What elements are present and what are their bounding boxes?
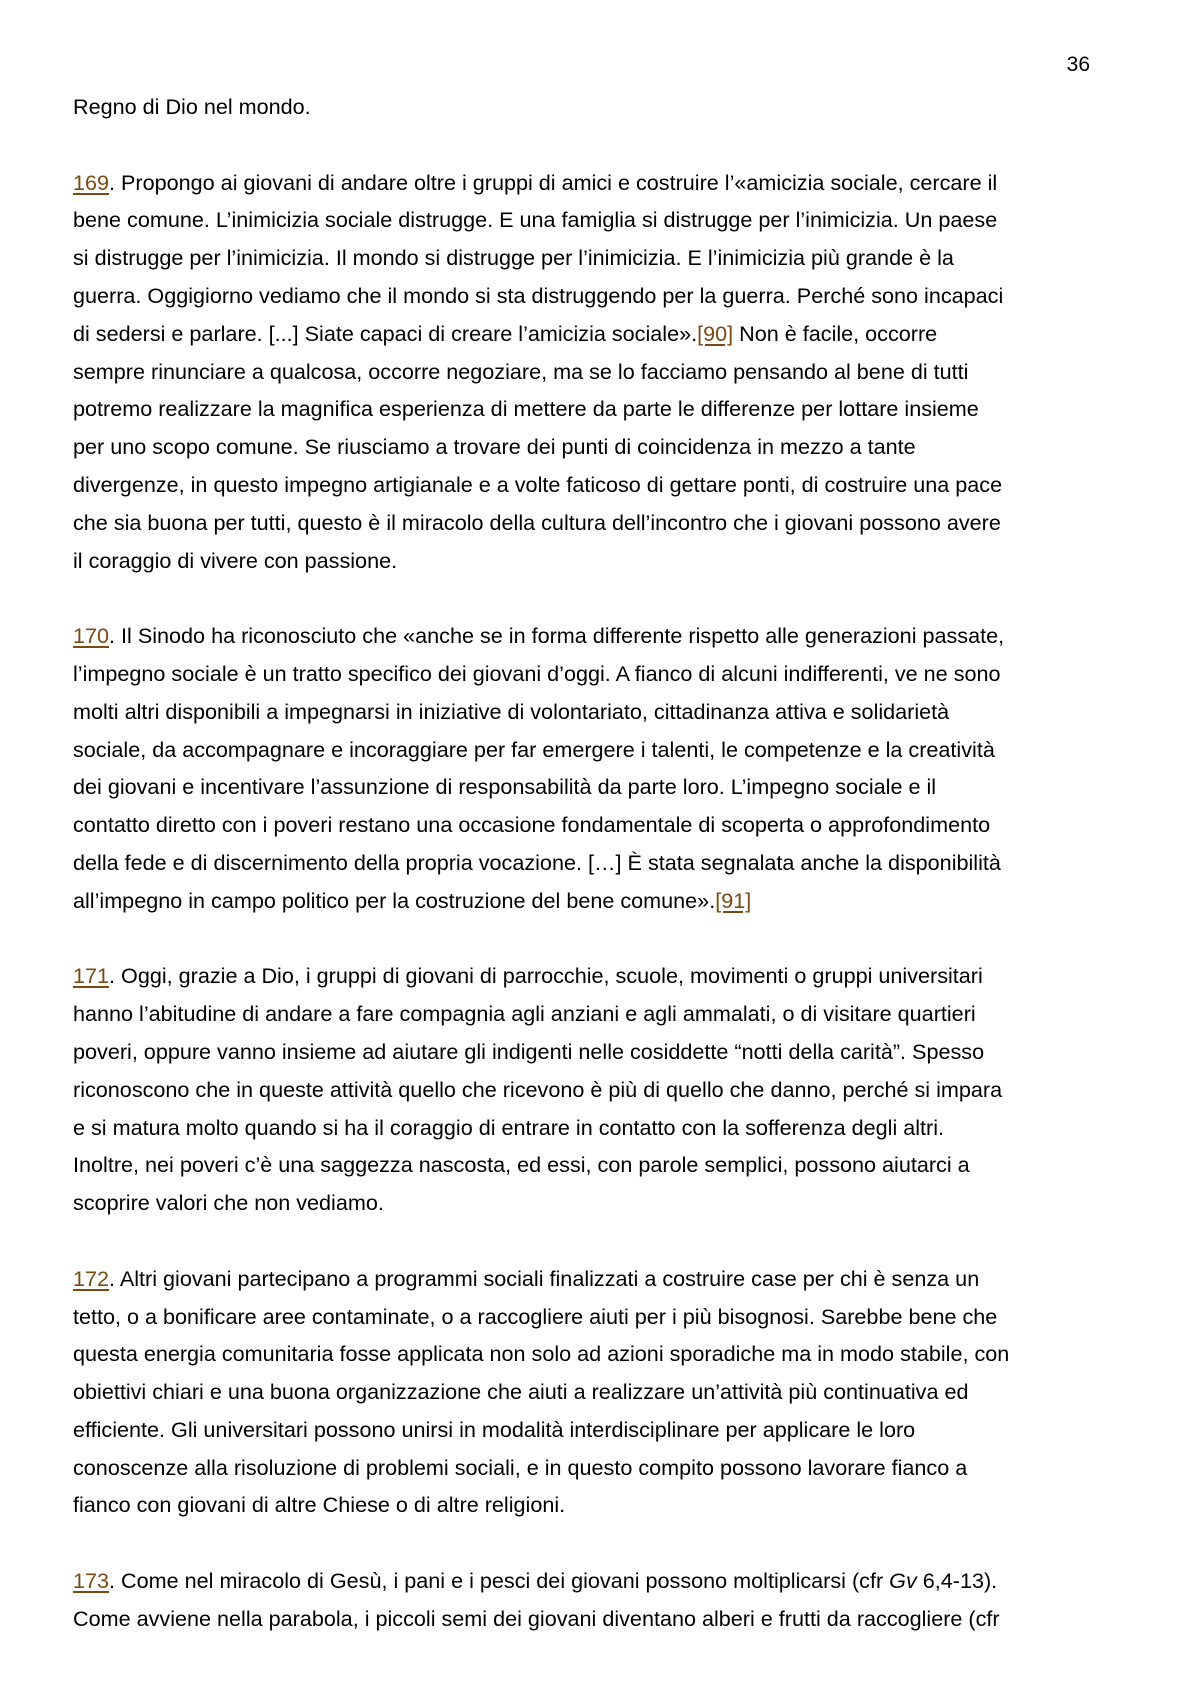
text-line: sempre rinunciare a qualcosa, occorre negoziare, ma se lo facciamo pensando al bene di tutti bbox=[73, 358, 969, 384]
paragraph-gap bbox=[73, 1222, 1133, 1260]
text-line: obiettivi chiari e una buona organizzazione che aiuti a realizzare un’attività più continuativa ed bbox=[73, 1379, 969, 1405]
text-line: riconoscono che in queste attività quello che ricevono è più di quello che danno, perché si impara bbox=[73, 1076, 1003, 1102]
paragraph-169 bbox=[73, 164, 1133, 580]
text-line: per uno scopo comune. Se riusciamo a trovare dei punti di coincidenza in mezzo a tante bbox=[73, 434, 916, 460]
text-line: tetto, o a bonificare aree contaminate, o a raccogliere aiuti per i più bisognosi. Sarebbe bene che bbox=[73, 1303, 998, 1329]
text-line: conoscenze alla risoluzione di problemi sociali, e in questo compito possono lavorare fianco a bbox=[73, 1454, 968, 1480]
text-span: . Altri giovani partecipano a programmi sociali finalizzati a costruire case per chi è senza un bbox=[109, 1265, 980, 1291]
text-line: della fede e di discernimento della propria vocazione. […] È stata segnalata anche la disponibilità bbox=[73, 849, 1001, 875]
text-line: scoprire valori che non vediamo. bbox=[73, 1190, 384, 1216]
paragraph-171 bbox=[73, 957, 1133, 1222]
text-span: . Il Sinodo ha riconosciuto che «anche se in forma differente rispetto alle generazioni passate, bbox=[109, 623, 1005, 649]
paragraph-number-link-172[interactable]: 172 bbox=[73, 1265, 110, 1291]
text-line: Come avviene nella parabola, i piccoli semi dei giovani diventano alberi e frutti da raccogliere (cfr bbox=[73, 1605, 1000, 1631]
footnote-link-91[interactable]: [91] bbox=[715, 887, 752, 913]
text-line: e si matura molto quando si ha il coraggio di entrare in contatto con la sofferenza degli altri. bbox=[73, 1114, 945, 1140]
paragraph-gap bbox=[73, 126, 1133, 164]
text-line: questa energia comunitaria fosse applicata non solo ad azioni sporadiche ma in modo stabile, con bbox=[73, 1341, 1010, 1367]
paragraph-173 bbox=[73, 1562, 1133, 1638]
text-line: l’impegno sociale è un tratto specifico dei giovani d’oggi. A fianco di alcuni indifferenti, ve ne sono bbox=[73, 660, 1001, 686]
text-line bbox=[73, 1562, 1133, 1600]
text-span: all’impegno in campo politico per la costruzione del bene comune». bbox=[73, 887, 716, 913]
paragraph-number-link-169[interactable]: 169 bbox=[73, 169, 110, 195]
paragraph-number-link-170[interactable]: 170 bbox=[73, 623, 110, 649]
paragraph-number-link-173[interactable]: 173 bbox=[73, 1568, 110, 1594]
text-line: divergenze, in questo impegno artigianale e a volte faticoso di gettare ponti, di costruire una pace bbox=[73, 471, 1003, 497]
text-line bbox=[73, 617, 1133, 655]
text-line: guerra. Oggigiorno vediamo che il mondo si sta distruggendo per la guerra. Perché sono incapaci bbox=[73, 282, 1004, 308]
text-line: efficiente. Gli universitari possono unirsi in modalità interdisciplinare per applicare le loro bbox=[73, 1416, 916, 1442]
text-line: il coraggio di vivere con passione. bbox=[73, 547, 398, 573]
text-span: . Oggi, grazie a Dio, i gruppi di giovani di parrocchie, scuole, movimenti o gruppi universitari bbox=[109, 963, 983, 989]
text-line: molti altri disponibili a impegnarsi in iniziative di volontariato, cittadinanza attiva e solidarietà bbox=[73, 698, 950, 724]
text-span: Non è facile, occorre bbox=[733, 320, 938, 346]
text-span: di sedersi e parlare. [...] Siate capaci di creare l’amicizia sociale». bbox=[73, 320, 698, 346]
text-line: sociale, da accompagnare e incoraggiare per far emergere i talenti, le competenze e la creatività bbox=[73, 736, 995, 762]
text-line bbox=[73, 957, 1133, 995]
footnote-link-90[interactable]: [90] bbox=[697, 320, 734, 346]
opening-line: Regno di Dio nel mondo. bbox=[73, 94, 311, 119]
text-line bbox=[73, 1260, 1133, 1298]
text-line bbox=[73, 315, 1133, 353]
text-span: . Come nel miracolo di Gesù, i pani e i pesci dei giovani possono moltiplicarsi (cfr bbox=[109, 1568, 890, 1594]
text-line: Inoltre, nei poveri c’è una saggezza nascosta, ed essi, con parole semplici, possono aiutarci a bbox=[73, 1152, 970, 1178]
text-line: che sia buona per tutti, questo è il miracolo della cultura dell’incontro che i giovani possono avere bbox=[73, 509, 1001, 535]
text-span: . Propongo ai giovani di andare oltre i gruppi di amici e costruire l’«amicizia sociale, cercare il bbox=[109, 169, 998, 195]
text-line: poveri, oppure vanno insieme ad aiutare gli indigenti nelle cosiddette “notti della carità”. Spesso bbox=[73, 1038, 985, 1064]
paragraph-number-link-171[interactable]: 171 bbox=[73, 963, 110, 989]
page-number: 36 bbox=[1066, 53, 1090, 76]
paragraph-gap bbox=[73, 920, 1133, 958]
text-line: potremo realizzare la magnifica esperienza di mettere da parte le differenze per lottare insieme bbox=[73, 396, 979, 422]
text-line: bene comune. L’inimicizia sociale distrugge. E una famiglia si distrugge per l’inimicizia. Un paese bbox=[73, 207, 998, 233]
body-text bbox=[73, 88, 1133, 1638]
paragraph-170 bbox=[73, 617, 1133, 919]
text-line bbox=[73, 164, 1133, 202]
italic-abbreviation: Gv bbox=[889, 1568, 917, 1594]
text-line: si distrugge per l’inimicizia. Il mondo si distrugge per l’inimicizia. E l’inimicizia più grande è la bbox=[73, 245, 954, 271]
text-line: fianco con giovani di altre Chiese o di altre religioni. bbox=[73, 1492, 566, 1518]
text-span: 6,4-13). bbox=[916, 1568, 998, 1594]
text-line: contatto diretto con i poveri restano una occasione fondamentale di scoperta o approfondimento bbox=[73, 812, 991, 838]
text-line bbox=[73, 882, 1133, 920]
paragraph-gap bbox=[73, 579, 1133, 617]
paragraph-gap bbox=[73, 1524, 1133, 1562]
text-line: hanno l’abitudine di andare a fare compagnia agli anziani e agli ammalati, o di visitare quartieri bbox=[73, 1001, 976, 1027]
text-line: dei giovani e incentivare l’assunzione di responsabilità da parte loro. L’impegno sociale e il bbox=[73, 774, 937, 800]
paragraph-172 bbox=[73, 1260, 1133, 1525]
